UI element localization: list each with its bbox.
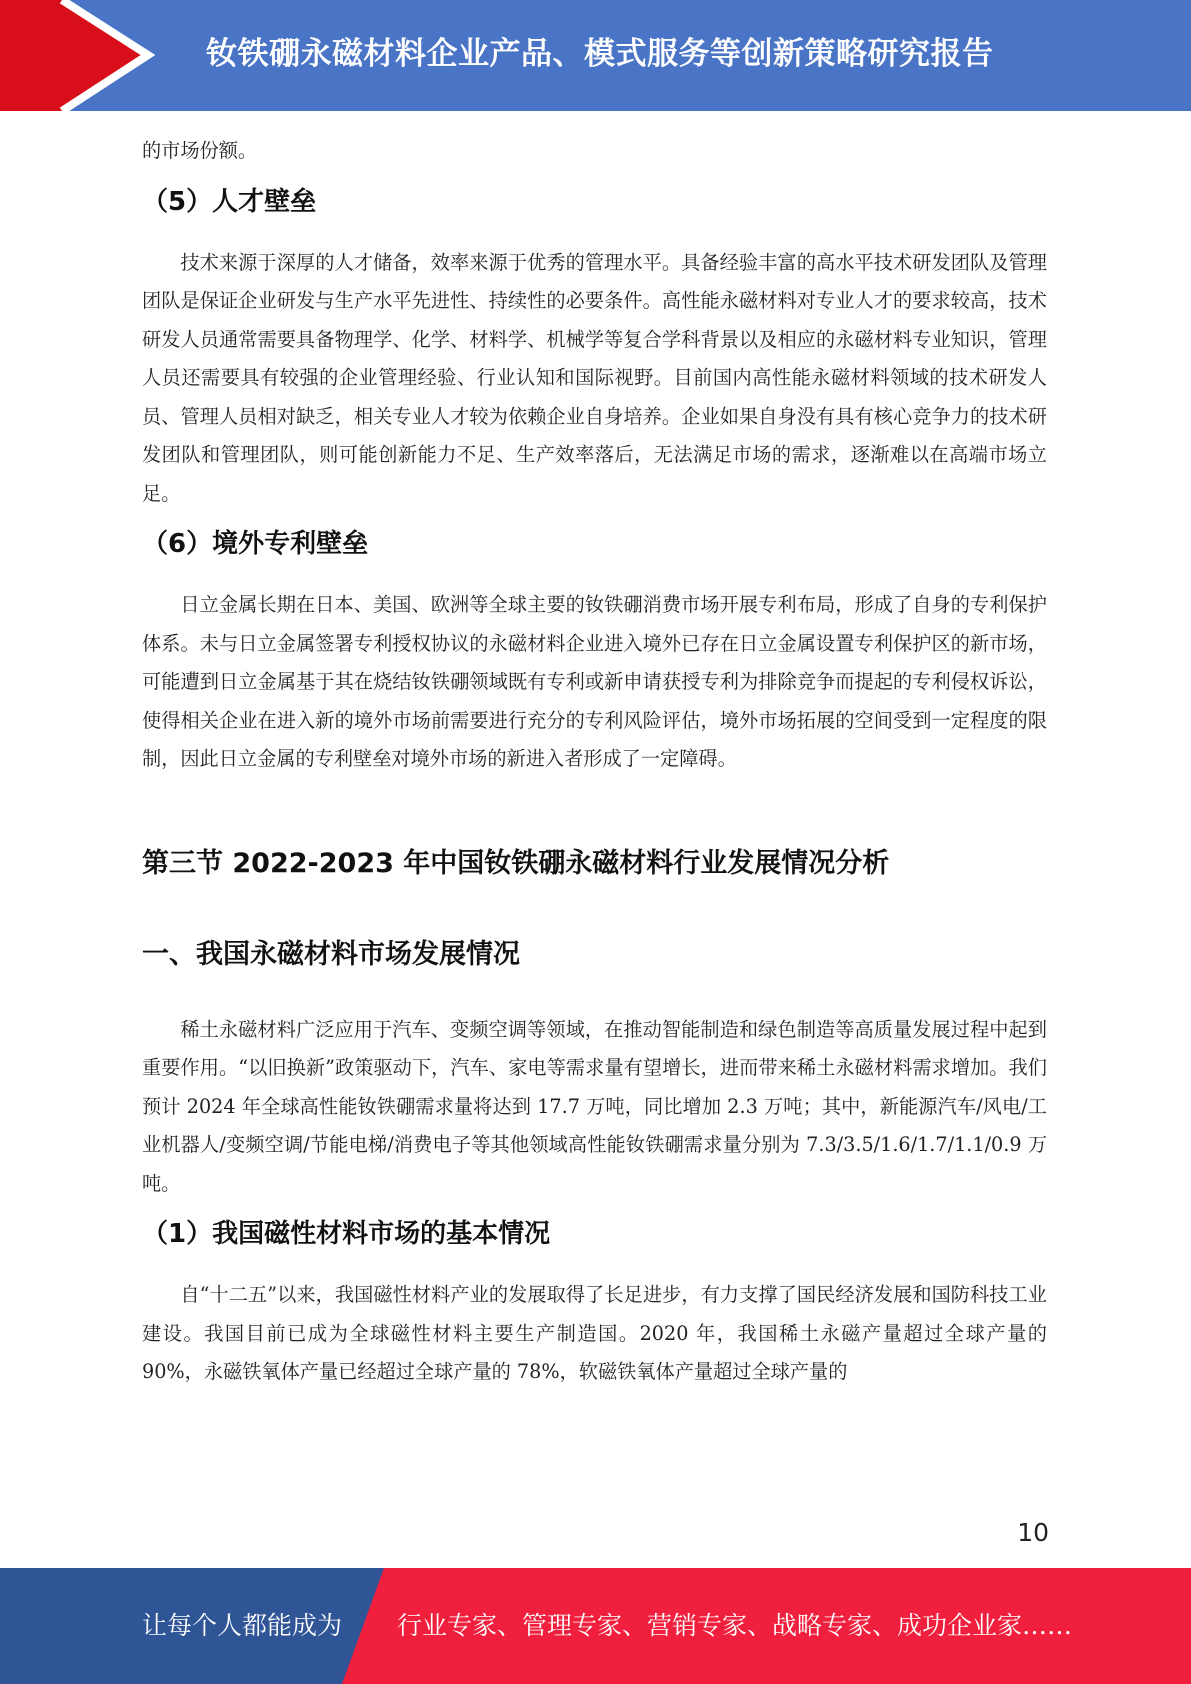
heading-talent-barrier: （5）人才壁垒: [142, 186, 317, 217]
paragraph-patent-barrier: 日立金属长期在日本、美国、欧洲等全球主要的钕铁硼消费市场开展专利布局，形成了自身的专利保护体系。未与日立金属签署专利授权协议的永磁材料企业进入境外已存在日立金属设置专利保护区的新市场，可能遭到日立金属基于其在烧结钕铁硼领域既有专利或新申请获授专利为排除竞争而提起的专利侵权诉讼，使得相关企业在进入新的境外市场前需要进行充分的专利风险评估，境外市场拓展的空间受到一定程度的限制，因此日立金属的专利壁垒对境外市场的新进入者形成了一定障碍。: [142, 593, 1047, 770]
page-header: [0, 0, 1191, 111]
footer-slogan-left: 让每个人都能成为: [142, 1611, 343, 1640]
footer-slogan-right: 行业专家、管理专家、营销专家、战略专家、成功企业家……: [397, 1611, 1073, 1640]
heading-permanent-magnet-market: 一、我国永磁材料市场发展情况: [142, 938, 520, 970]
paragraph-continuation: 的市场份额。: [142, 139, 258, 162]
heading-magnetic-material-basics: （1）我国磁性材料市场的基本情况: [142, 1219, 551, 1249]
page-footer: [0, 1568, 1191, 1684]
page-number: 10: [1017, 1518, 1049, 1547]
paragraph-market: 稀土永磁材料广泛应用于汽车、变频空调等领域，在推动智能制造和绿色制造等高质量发展过程中起到重要作用。“以旧换新”政策驱动下，汽车、家电等需求量有望增长，进而带来稀土永磁材料需求增加。我们预计 2024 年全球高性能钕铁硼需求量将达到 17.7 万吨，同比增加 2.3 万吨；其中，新能源汽车/风电/工业机器人/变频空调/节能电梯/消费电子等其他领域高性能钕铁硼需求量分别为 7.3/3.5/1.6/1.7/1.1/0.9 万吨。: [142, 1017, 1048, 1195]
section-title: 第三节 2022-2023 年中国钕铁硼永磁材料行业发展情况分析: [142, 847, 890, 879]
paragraph-magnetic-material-basics: 自“十二五”以来，我国磁性材料产业的发展取得了长足进步，有力支撑了国民经济发展和国防科技工业建设。我国目前已成为全球磁性材料主要生产制造国。2020 年，我国稀土永磁产量超过全球产量的 90%，永磁铁氧体产量已经超过全球产量的 78%，软磁铁氧体产量超过全球产量的: [142, 1283, 1047, 1383]
header-red-chevron: [0, 0, 148, 111]
report-title: 钕铁硼永磁材料企业产品、模式服务等创新策略研究报告: [206, 36, 994, 72]
paragraph-talent-barrier: 技术来源于深厚的人才储备，效率来源于优秀的管理水平。具备经验丰富的高水平技术研发团队及管理团队是保证企业研发与生产水平先进性、持续性的必要条件。高性能永磁材料对专业人才的要求较高，技术研发人员通常需要具备物理学、化学、材料学、机械学等复合学科背景以及相应的永磁材料专业知识，管理人员还需要具有较强的企业管理经验、行业认知和国际视野。目前国内高性能永磁材料领域的技术研发人员、管理人员相对缺乏，相关专业人才较为依赖企业自身培养。企业如果自身没有具有核心竞争力的技术研发团队和管理团队，则可能创新能力不足、生产效率落后，无法满足市场的需求，逐渐难以在高端市场立足。: [142, 250, 1047, 505]
heading-patent-barrier: （6）境外专利壁垒: [142, 529, 369, 559]
document-body: [142, 132, 1047, 1392]
